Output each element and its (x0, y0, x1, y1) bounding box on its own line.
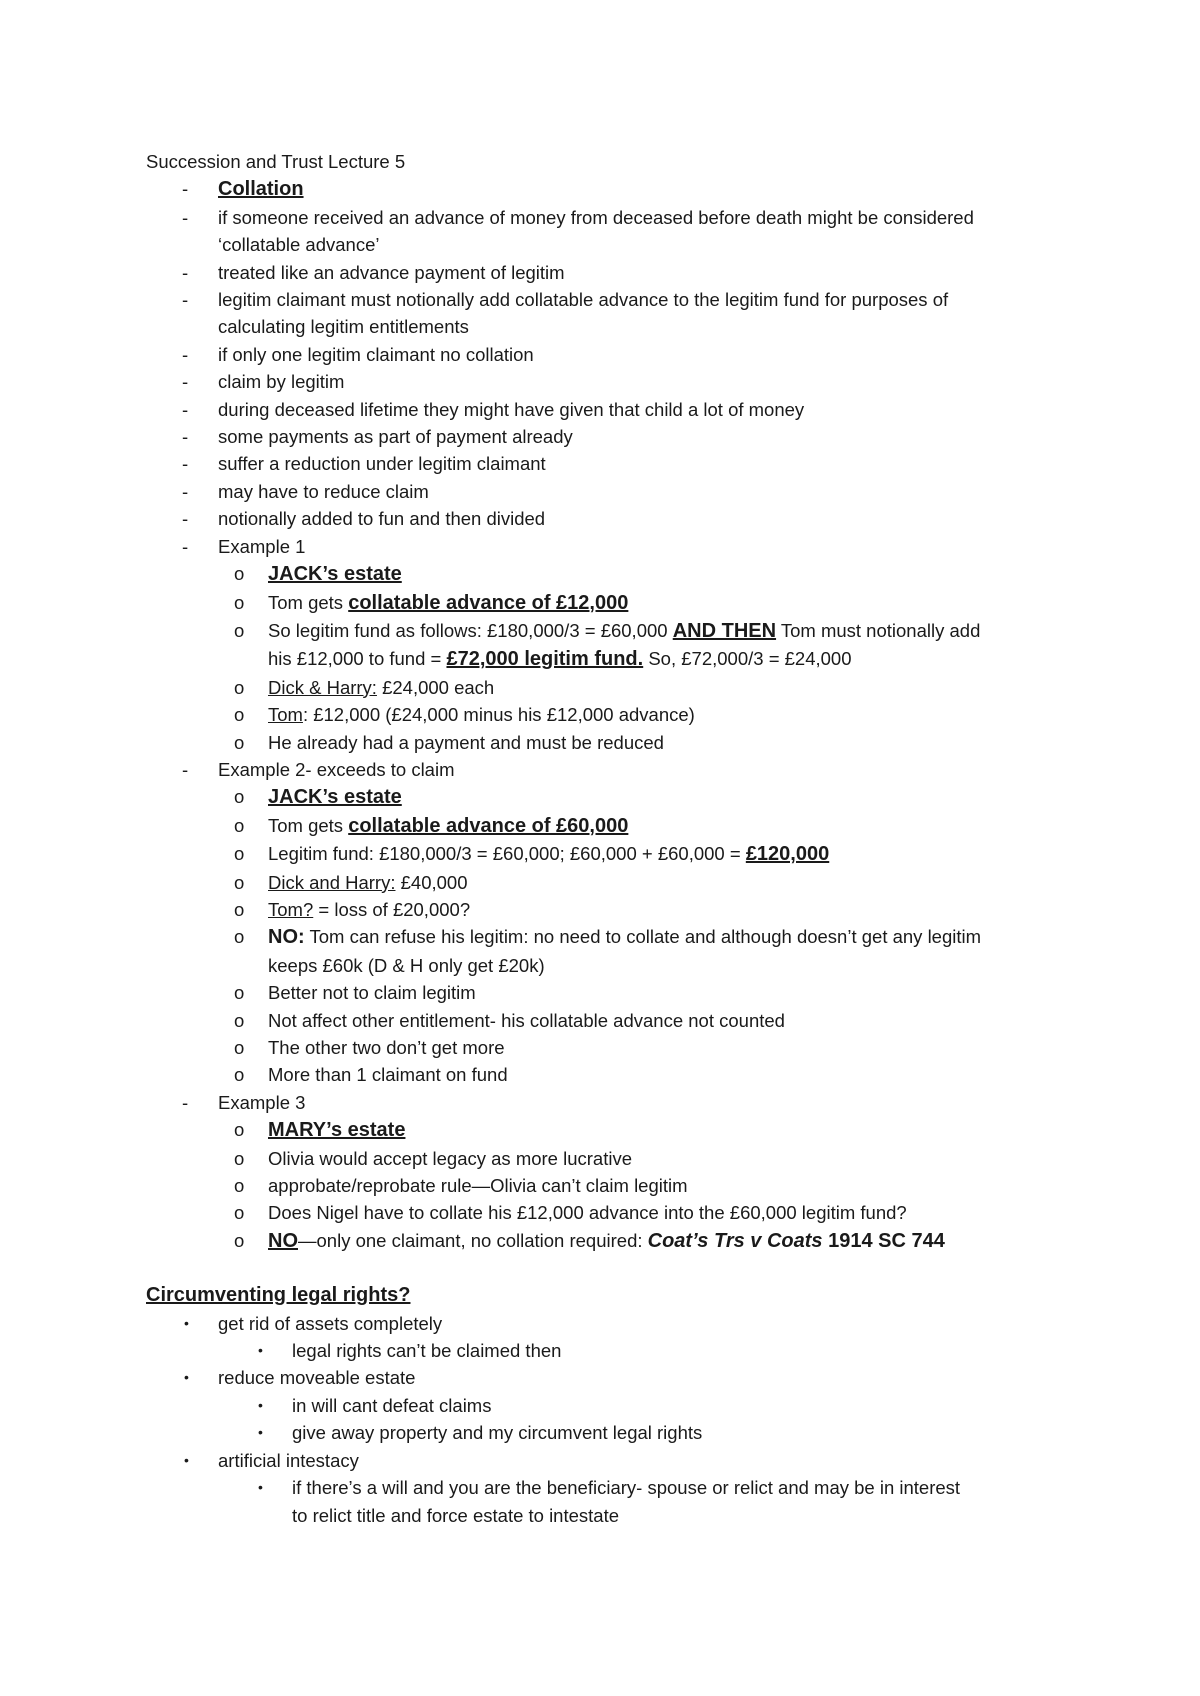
list-item (146, 478, 1086, 505)
text-run: Dick and Harry: (268, 871, 396, 893)
sub-item (146, 1199, 1086, 1226)
example-3-label (146, 1089, 1086, 1116)
sub-item (146, 812, 1086, 840)
circle-bullet-icon: o (234, 786, 245, 808)
sub-item (146, 589, 1086, 617)
circle-bullet-icon: o (234, 1037, 245, 1058)
text-run: £24,000 each (376, 676, 495, 698)
bullet-icon: • (258, 1479, 263, 1496)
text-run: his £12,000 to fund = (268, 648, 447, 670)
text-run: calculating legitim entitlements (218, 316, 469, 338)
circle-bullet-icon: o (234, 843, 245, 865)
bullet-item (146, 1447, 1086, 1474)
list-item (146, 423, 1086, 450)
bullet-sub-item (146, 1474, 1086, 1501)
sub-item (146, 923, 1086, 951)
text-run: : £12,000 (£24,000 minus his £12,000 advance) (302, 704, 695, 726)
list-item (146, 341, 1086, 368)
text-run: Olivia would accept legacy as more lucrative (268, 1147, 632, 1169)
list-item (146, 368, 1086, 395)
sub-item (146, 1007, 1086, 1034)
circle-bullet-icon: o (234, 1064, 245, 1086)
text-run: if there’s a will and you are the beneficiary- spouse or relict and may be in interest (292, 1477, 961, 1499)
bullet-icon: • (258, 1396, 263, 1413)
text-run: JACK’s estate (268, 563, 402, 586)
list-item-continuation (146, 313, 1086, 340)
dash-bullet-icon: - (182, 343, 189, 365)
text-run: Tom gets (268, 814, 349, 836)
case-name: Coat’s Trs v Coats (647, 1229, 823, 1252)
sub-item (146, 869, 1086, 896)
sub-item (146, 1116, 1086, 1144)
text-run: So, £72,000/3 = £24,000 (643, 648, 852, 670)
text-run: suffer a reduction under legitim claimant (218, 453, 546, 475)
dash-bullet-icon: - (182, 178, 189, 200)
bullet-icon: • (258, 1342, 263, 1359)
dash-bullet-icon: - (182, 508, 189, 530)
text-run: collatable advance of £60,000 (348, 814, 629, 837)
list-item (146, 505, 1086, 532)
text-run: Tom gets (268, 591, 349, 613)
circle-bullet-icon: o (234, 814, 245, 836)
sub-item (146, 1227, 1086, 1255)
text-run: treated like an advance payment of legitim (218, 261, 565, 283)
text-run: if someone received an advance of money from deceased before death might be considered (218, 206, 974, 228)
circle-bullet-icon: o (234, 1147, 245, 1169)
circle-bullet-icon: o (234, 1119, 245, 1141)
sub-item (146, 1034, 1086, 1061)
circle-bullet-icon: o (234, 1229, 245, 1251)
sub-item-continuation (146, 952, 1086, 979)
dash-bullet-icon: - (182, 371, 189, 393)
text-run: claim by legitim (218, 371, 345, 393)
sub-item (146, 560, 1086, 588)
text-run: Tom can refuse his legitim: no need to collate and although doesn’t get any legitim (304, 926, 982, 948)
text-run: NO (268, 1229, 298, 1252)
text-run: £120,000 (745, 843, 830, 866)
bullet-sub-item (146, 1392, 1086, 1419)
list-item (146, 204, 1086, 231)
text-run: The other two don’t get more (268, 1037, 505, 1058)
text-run: £72,000 legitim fund. (446, 648, 644, 671)
bullet-item (146, 1364, 1086, 1391)
text-run: MARY’s estate (268, 1119, 406, 1142)
text-run: collatable advance of £12,000 (348, 591, 629, 614)
sub-item (146, 840, 1086, 868)
text-run: legal rights can’t be claimed then (292, 1340, 562, 1362)
text-run: Example 2- exceeds to claim (218, 758, 455, 780)
text-run: get rid of assets completely (218, 1312, 443, 1334)
sub-item-continuation (146, 645, 1086, 673)
spacer (146, 1255, 1086, 1282)
text-run: reduce moveable estate (218, 1367, 416, 1389)
bullet-sub-item (146, 1419, 1086, 1446)
dash-bullet-icon: - (182, 1091, 189, 1113)
text-run: give away property and my circumvent legal rights (292, 1422, 703, 1444)
sub-item (146, 674, 1086, 701)
text-run: ‘collatable advance’ (218, 234, 380, 256)
text-run: approbate/reprobate rule—Olivia can’t claim legitim (268, 1175, 688, 1197)
sub-item (146, 896, 1086, 923)
dash-bullet-icon: - (182, 289, 189, 311)
text-run: notionally added to fun and then divided (218, 508, 546, 530)
text-run: = loss of £20,000? (313, 898, 471, 920)
circle-bullet-icon: o (234, 1175, 245, 1197)
sub-item (146, 783, 1086, 811)
bullet-sub-item-continuation (146, 1502, 1086, 1529)
text-run: legitim claimant must notionally add collatable advance to the legitim fund for purposes of (218, 289, 949, 311)
dash-bullet-icon: - (182, 261, 189, 283)
text-run: Tom must notionally add (776, 619, 981, 641)
circle-bullet-icon: o (234, 704, 245, 726)
text-run: £40,000 (395, 871, 468, 893)
text-run: —only one claimant, no collation required: (298, 1229, 648, 1251)
text-run: Example 1 (218, 535, 306, 557)
bullet-sub-item (146, 1337, 1086, 1364)
circle-bullet-icon: o (234, 1009, 245, 1031)
circle-bullet-icon: o (234, 871, 245, 893)
text-run: More than 1 claimant on fund (268, 1064, 508, 1086)
text-run: 1914 SC 744 (822, 1229, 945, 1252)
circle-bullet-icon: o (234, 676, 245, 698)
list-item (146, 286, 1086, 313)
text-run: keeps £60k (D & H only get £20k) (268, 954, 545, 976)
sub-item (146, 617, 1086, 645)
circle-bullet-icon: o (234, 926, 245, 948)
example-1-label (146, 533, 1086, 560)
text-run: if only one legitim claimant no collation (218, 343, 534, 365)
text-run: may have to reduce claim (218, 480, 429, 502)
bullet-icon: • (258, 1424, 263, 1441)
sub-item (146, 701, 1086, 728)
circle-bullet-icon: o (234, 898, 245, 920)
dash-bullet-icon: - (182, 398, 189, 420)
page-title: Succession and Trust Lecture 5 (146, 151, 406, 172)
list-item (146, 396, 1086, 423)
list-item (146, 259, 1086, 286)
circle-bullet-icon: o (234, 982, 245, 1004)
sub-item (146, 979, 1086, 1006)
text-run: Legitim fund: £180,000/3 = £60,000; £60,000 + £60,000 = (268, 843, 746, 865)
document-body (146, 148, 1086, 1529)
text-run: AND THEN (672, 619, 777, 642)
list-item-continuation (146, 231, 1086, 258)
circle-bullet-icon: o (234, 619, 245, 641)
list-item (146, 175, 1086, 203)
bullet-icon: • (184, 1451, 189, 1468)
text-run: Does Nigel have to collate his £12,000 advance into the £60,000 legitim fund? (268, 1202, 907, 1224)
circle-bullet-icon: o (234, 731, 245, 753)
text-run: some payments as part of payment already (218, 426, 573, 448)
text-run: Example 3 (218, 1091, 306, 1113)
dash-bullet-icon: - (182, 535, 189, 557)
text-run: during deceased lifetime they might have given that child a lot of money (218, 398, 805, 420)
sub-item (146, 729, 1086, 756)
text-run: artificial intestacy (218, 1449, 359, 1471)
dash-bullet-icon: - (182, 480, 189, 502)
text-run: So legitim fund as follows: £180,000/3 = £60,000 (268, 619, 673, 641)
sub-item (146, 1172, 1086, 1199)
section-heading: Circumventing legal rights? (146, 1284, 411, 1307)
text-run: in will cant defeat claims (292, 1394, 492, 1416)
sub-item (146, 1061, 1086, 1088)
dash-bullet-icon: - (182, 453, 189, 475)
section-heading: Collation (218, 178, 304, 201)
text-run: He already had a payment and must be reduced (268, 731, 664, 753)
text-run: Not affect other entitlement- his collatable advance not counted (268, 1009, 785, 1031)
bullet-icon: • (184, 1314, 189, 1331)
dash-bullet-icon: - (182, 426, 189, 448)
text-run: Dick & Harry: (268, 676, 377, 698)
circle-bullet-icon: o (234, 1202, 245, 1224)
text-run: Tom? (268, 898, 314, 920)
bullet-item (146, 1310, 1086, 1337)
text-run: Tom (268, 704, 303, 726)
circle-bullet-icon: o (234, 591, 245, 613)
text-run: Better not to claim legitim (268, 982, 476, 1004)
text-run: JACK’s estate (268, 786, 402, 809)
text-run: to relict title and force estate to intestate (292, 1504, 620, 1526)
text-run: NO: (268, 926, 305, 949)
list-item (146, 450, 1086, 477)
circle-bullet-icon: o (234, 563, 245, 585)
sub-item (146, 1145, 1086, 1172)
bullet-icon: • (184, 1369, 189, 1386)
dash-bullet-icon: - (182, 206, 189, 228)
dash-bullet-icon: - (182, 758, 189, 780)
example-2-label (146, 756, 1086, 783)
